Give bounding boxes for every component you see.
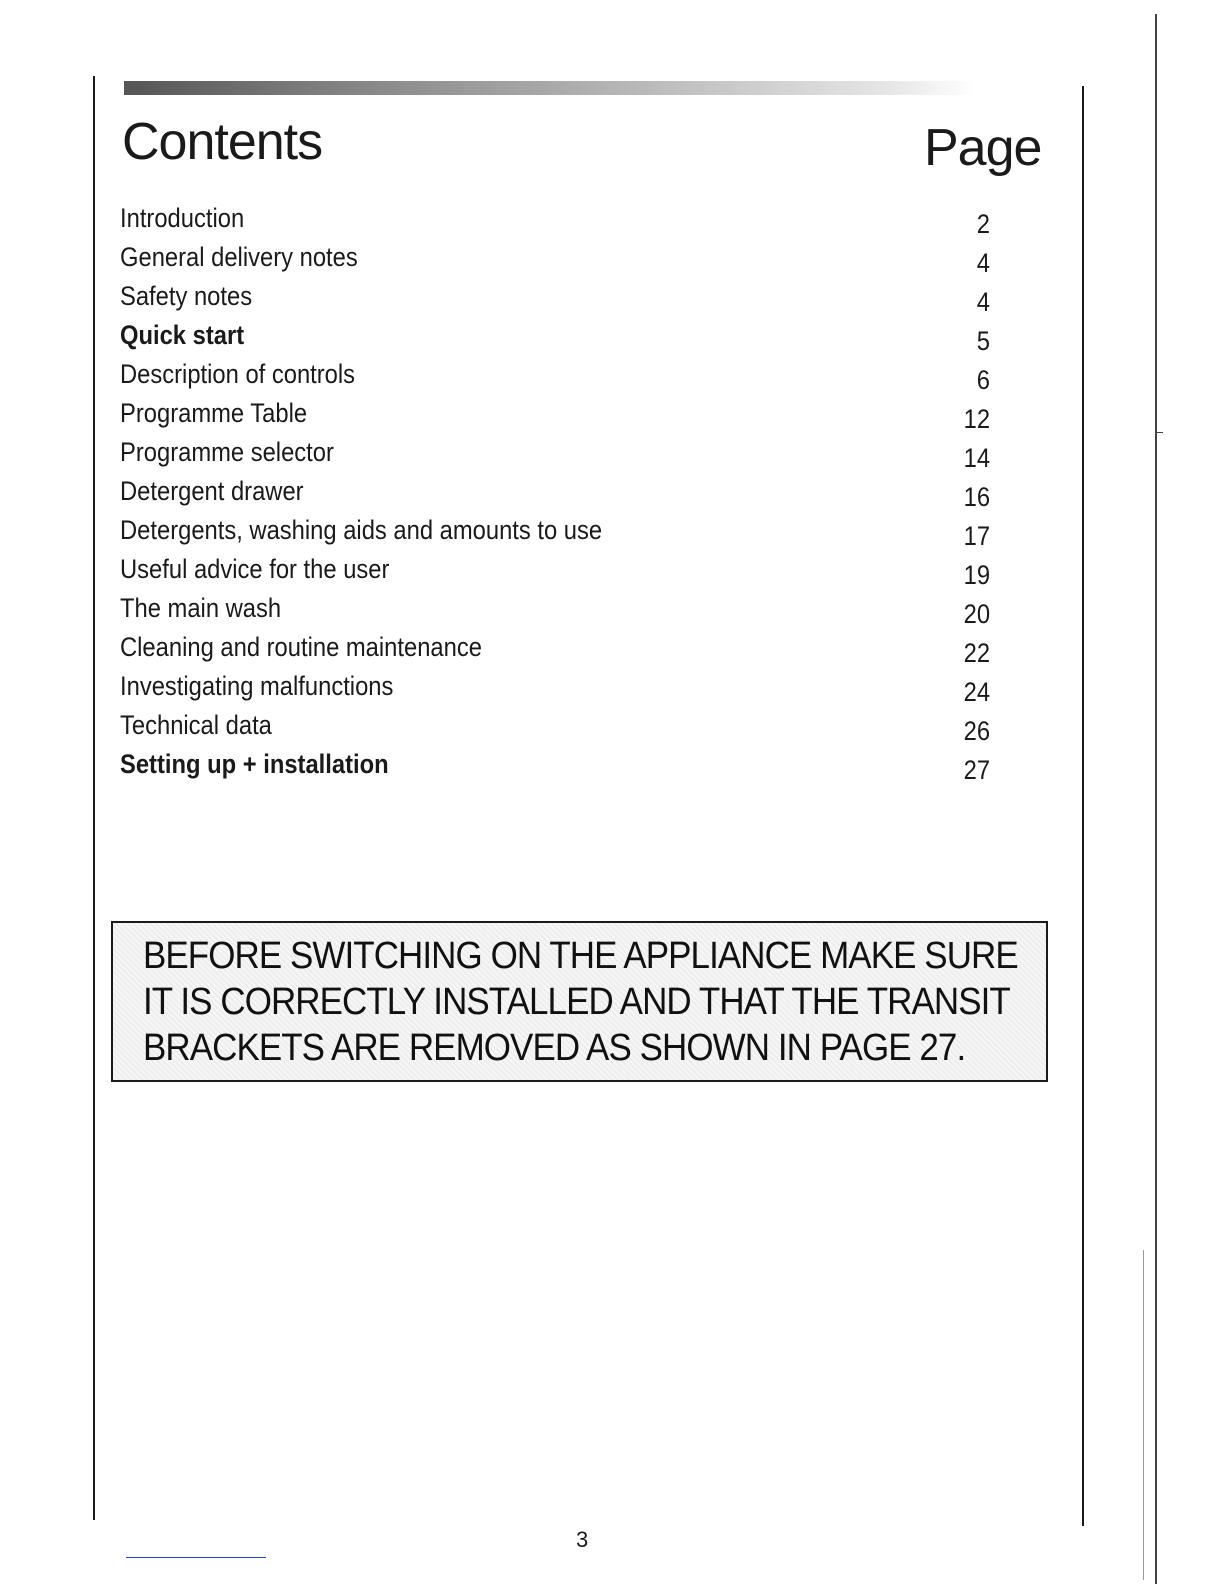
toc-entry	[120, 398, 1020, 437]
toc-entry-page: 16	[963, 482, 990, 512]
toc-entry-label: Programme Table	[120, 398, 308, 428]
toc-entry	[120, 710, 1020, 749]
toc-entry	[120, 671, 1020, 710]
warning-line: IT IS CORRECTLY INSTALLED AND THAT THE TRANSIT	[143, 981, 1010, 1023]
toc-entry-page: 19	[963, 560, 990, 590]
toc-entry	[120, 593, 1020, 632]
toc-entry-label: Description of controls	[120, 359, 356, 389]
toc-entry-label: Programme selector	[120, 437, 334, 467]
page-title: Contents	[122, 113, 323, 171]
scan-edge-line-faint	[1143, 1250, 1144, 1580]
warning-text	[143, 933, 1018, 1071]
warning-line: BRACKETS ARE REMOVED AS SHOWN IN PAGE 27.	[143, 1027, 966, 1069]
page-column-heading: Page	[924, 119, 1042, 177]
toc-entry	[120, 749, 1020, 788]
footer-rule	[126, 1557, 266, 1558]
page-number: 3	[576, 1527, 589, 1552]
warning-line: BEFORE SWITCHING ON THE APPLIANCE MAKE SURE	[143, 935, 1018, 977]
toc-entry	[120, 476, 1020, 515]
toc-entry-page: 5	[976, 326, 990, 356]
toc-entry	[120, 515, 1020, 554]
toc-entry-page: 12	[963, 404, 990, 434]
toc-entry-label: Useful advice for the user	[120, 554, 390, 584]
toc-entry-page: 14	[963, 443, 990, 473]
toc-entry-page: 2	[976, 209, 990, 239]
toc-entry	[120, 203, 1020, 242]
right-margin-line	[1082, 86, 1084, 1526]
toc-entry	[120, 320, 1020, 359]
toc-entry-page: 27	[963, 755, 990, 785]
toc-entry-label: Quick start	[120, 320, 245, 350]
toc-entry-label: Introduction	[120, 203, 245, 233]
toc-entry-label: Safety notes	[120, 281, 253, 311]
toc-entry-label: Setting up + installation	[120, 749, 389, 779]
table-of-contents	[120, 203, 1020, 788]
left-margin-line	[93, 76, 95, 1520]
toc-entry	[120, 632, 1020, 671]
toc-entry-page: 24	[963, 677, 990, 707]
toc-entry	[120, 359, 1020, 398]
toc-entry-page: 20	[963, 599, 990, 629]
toc-entry-label: Investigating malfunctions	[120, 671, 394, 701]
toc-entry	[120, 437, 1020, 476]
toc-entry	[120, 242, 1020, 281]
toc-entry	[120, 281, 1020, 320]
toc-entry-page: 6	[976, 365, 990, 395]
toc-entry-page: 4	[976, 287, 990, 317]
toc-entry	[120, 554, 1020, 593]
toc-entry-label: Detergents, washing aids and amounts to use	[120, 515, 603, 545]
header-gradient-bar	[124, 81, 974, 95]
toc-entry-page: 26	[963, 716, 990, 746]
warning-box	[111, 921, 1048, 1082]
toc-entry-label: General delivery notes	[120, 242, 358, 272]
toc-entry-label: The main wash	[120, 593, 282, 623]
toc-entry-page: 22	[963, 638, 990, 668]
edge-tick	[1155, 432, 1163, 433]
toc-entry-label: Cleaning and routine maintenance	[120, 632, 482, 662]
toc-entry-page: 4	[976, 248, 990, 278]
toc-entry-label: Technical data	[120, 710, 272, 740]
scan-edge-line	[1155, 14, 1157, 1584]
toc-entry-page: 17	[963, 521, 990, 551]
toc-entry-label: Detergent drawer	[120, 476, 304, 506]
